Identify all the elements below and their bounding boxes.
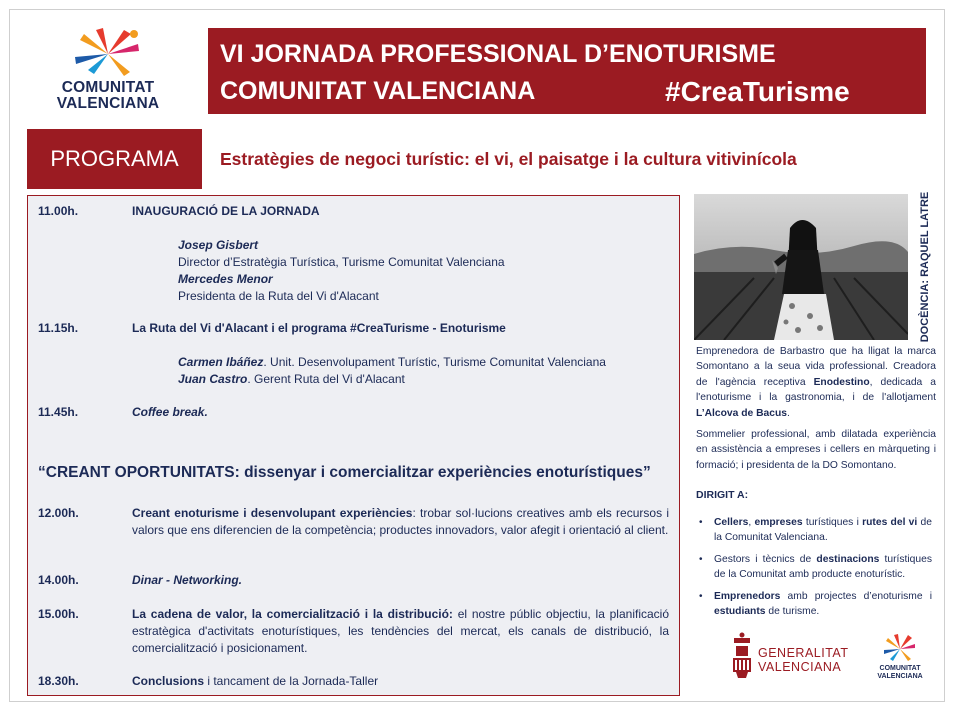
speaker-role: Director d’Estratègia Turística, Turisme Comunitat Valenciana [178,255,505,269]
programa-label: PROGRAMA [27,129,202,189]
schedule-text: : trobar sol·lucions creatives amb els recursos i valors que ens diferencien de la competència; productes innovadors, valor afegit i orientació al client. [132,506,669,537]
schedule-description [132,505,669,539]
title-banner [208,28,926,114]
speaker-name: Carmen Ibáñez [178,355,264,369]
schedule-description [132,606,669,657]
event-subtitle: Estratègies de negoci turístic: el vi, el paisatge i la cultura vitivinícola [220,149,797,169]
banner-hashtag: #CreaTurisme [665,76,850,107]
schedule-title: INAUGURACIÓ DE LA JORNADA [132,204,320,218]
schedule-title: Conclusions [132,674,205,688]
speaker-name: Mercedes Menor [178,272,273,286]
schedule-time: 11.15h. [38,321,79,335]
speaker-name: Josep Gisbert [178,238,259,252]
list-item: • Emprenedors amb projectes d’enoturisme i estudiants de turisme. [696,589,932,619]
schedule-title: La Ruta del Vi d'Alacant i el programa #CreaTurisme - Enoturisme [132,321,506,335]
schedule-text: i tancament de la Jornada-Taller [204,674,379,688]
speaker-role: . Gerent Ruta del Vi d'Alacant [247,372,405,386]
comunitat-small-text: COMUNITAT VALENCIANA [877,665,923,680]
speaker-role: Presidenta de la Ruta del Vi d'Alacant [178,289,379,303]
schedule-title: Coffee break. [132,405,208,419]
speaker-role: . Unit. Desenvolupament Turístic, Turisme Comunitat Valenciana [263,355,606,369]
schedule-panel [27,195,680,696]
speaker-vertical-label: DOCÈNCIA: RAQUEL LATRE [919,191,931,343]
comunitat-valenciana-logo [48,24,168,116]
target-audience-heading: DIRIGIT A: [696,489,749,501]
schedule-text: el nostre públic objectiu, la planificació estratègica d'activitats enoturístiques, les tendències del mercat, els canals de distribució, la comercialització i posicionament. [132,607,670,655]
generalitat-valenciana-logo [730,632,860,682]
logo-text [48,80,168,112]
speaker-name: Juan Castro [178,372,248,386]
schedule-time: 14.00h. [38,573,79,587]
list-item: • Cellers, empreses turístiques i rutes del vi de la Comunitat Valenciana. [696,515,932,545]
schedule-time: 12.00h. [38,506,79,520]
target-audience-list [696,515,932,626]
logo-mark-small-icon [870,632,930,664]
schedule-title: Dinar - Networking. [132,573,243,587]
generalitat-emblem-icon [730,632,754,680]
list-item: • Gestors i tècnics de destinacions turístiques de la Comunitat amb producte enoturístic. [696,552,932,582]
logo-line-1: COMUNITAT [61,79,155,96]
bio-paragraph-1: Emprenedora de Barbastro que ha lligat la marca Somontano a la seua vida professional. Creadora de l'agència receptiva Enodestino, dedicada a l'enoturisme i la gastronomia, i de l'allotjament L’Alcova de Bacus. [696,346,937,419]
section-heading-quote: “CREANT OPORTUNITATS: dissenyar i comercialitzar experiències enoturístiques” [38,464,651,481]
banner-title-line-1: VI JORNADA PROFESSIONAL D’ENOTURISME [220,40,776,68]
schedule-title: Creant enoturisme i desenvolupant experiències [132,506,413,520]
schedule-time: 15.00h. [38,607,79,621]
schedule-time: 11.45h. [38,405,79,419]
schedule-description [132,673,669,690]
schedule-time: 11.00h. [38,204,79,218]
bio-paragraph-2: Sommelier professional, amb dilatada experiència en assistència a empreses i cellers en màrqueting i formació; i presidenta de la DO Somontano. [696,429,936,471]
comunitat-valenciana-small-logo [870,632,930,682]
speaker-bio [696,344,936,479]
generalitat-text: GENERALITAT VALENCIANA [758,646,849,674]
logo-mark-icon [48,24,168,82]
banner-title-line-2: COMUNITAT VALENCIANA [220,77,536,105]
speaker-photo [694,194,908,340]
schedule-title: La cadena de valor, la comercialització i la distribució: [132,607,453,621]
logo-line-2: VALENCIANA [56,95,160,112]
schedule-time: 18.30h. [38,674,79,688]
